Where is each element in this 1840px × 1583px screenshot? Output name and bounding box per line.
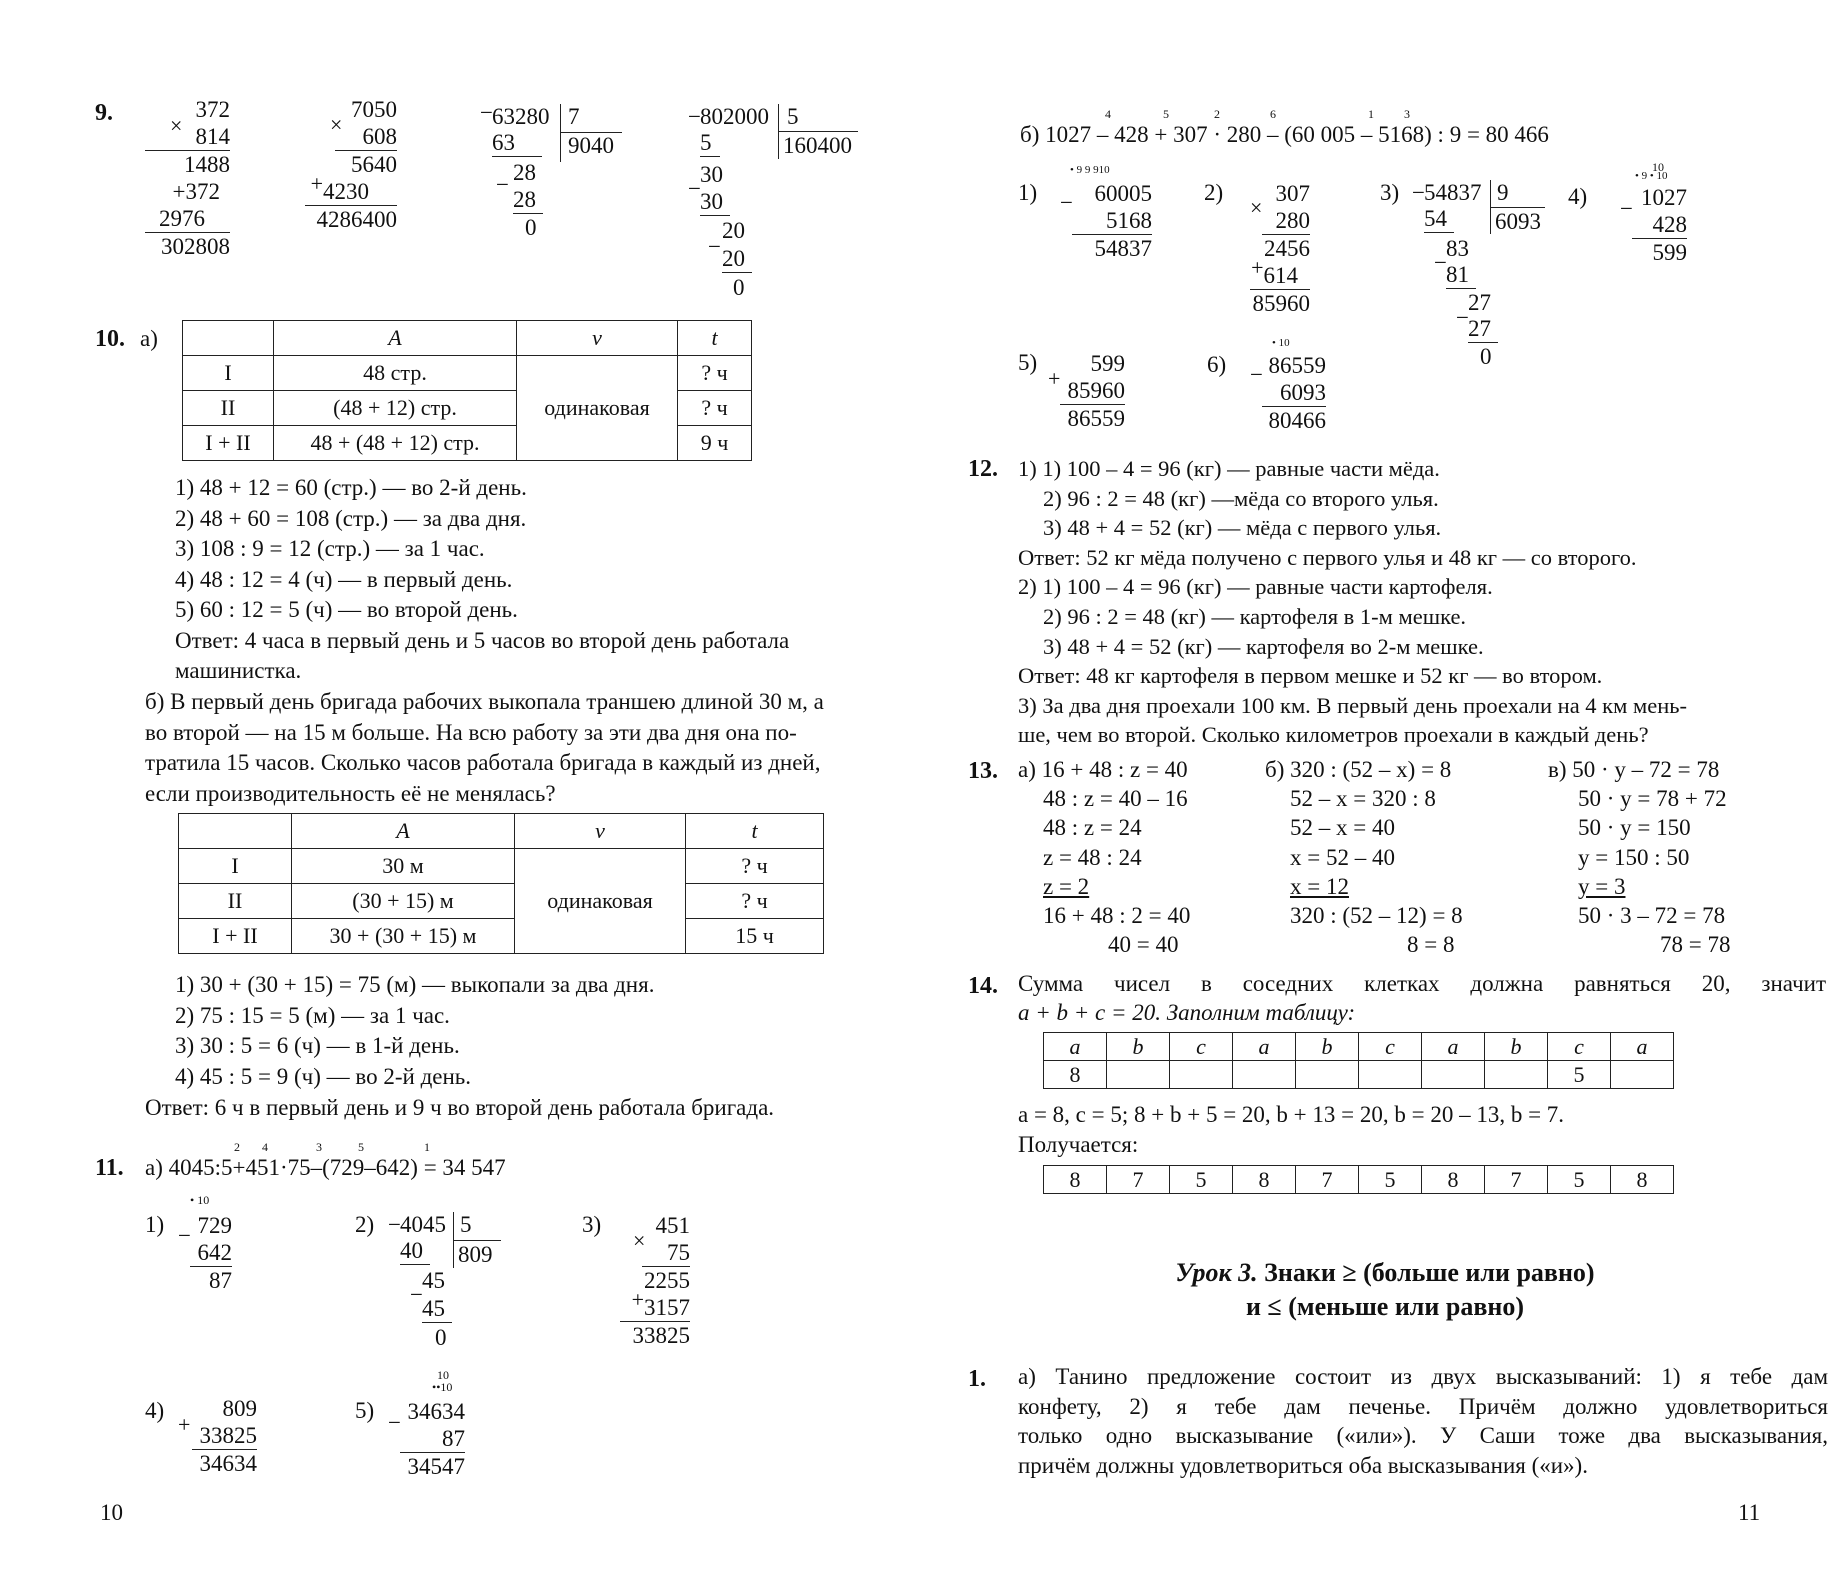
plus-sign: +	[310, 171, 323, 196]
multiply-sign: ×	[330, 112, 343, 137]
table-header-row: A v t	[183, 321, 752, 356]
answer: Ответ: 6 ч в первый день и 9 ч во второй день работала бригада.	[145, 1095, 775, 1120]
borrow-marks: • 10	[1272, 337, 1290, 349]
subtrahend-2: 28	[513, 187, 543, 214]
table-row: I 30 м одинаковая ? ч	[179, 849, 824, 884]
subtrahend-1: 63	[492, 130, 542, 157]
subtrahend-1: 5	[700, 130, 720, 157]
table-row: 8 5	[1044, 1061, 1674, 1089]
divisor: 5	[460, 1212, 472, 1237]
partial-1: 1488	[184, 152, 230, 177]
minus-sign: −	[708, 234, 721, 259]
task-13-part-c: в) 50 · y – 72 = 78 50 · y = 78 + 72 50 · y = 150 y = 150 : 50 y = 3 50 · 3 – 72 = 78 78 = 78	[1548, 757, 1731, 958]
task-10a-solution: 1) 48 + 12 = 60 (стр.) — во 2-й день. 2) 48 + 60 = 108 (стр.) — за два дня. 3) 108 : 9 = 12 (стр.) — за 1 час. 4) 48 : 12 = 4 (ч) — в первый день. 5) 60 : 12 = 5 (ч) — во второй день. Ответ: 4 часа в первый день и 5 часов во второй день работала машинистка.	[175, 475, 790, 683]
table-row: I 48 стр. одинаковая ? ч	[183, 356, 752, 391]
borrow-marks: • 9 9 910	[1070, 164, 1110, 176]
page-number: 11	[1738, 1500, 1761, 1525]
dividend: 63280	[492, 104, 550, 129]
table-row: I + II 48 + (48 + 12) стр. 9 ч	[183, 426, 752, 461]
divisor: 5	[787, 104, 799, 129]
task-1-label: 1.	[968, 1366, 986, 1392]
factor-1: 7050	[351, 97, 397, 122]
answer: Ответ: 52 кг мёда получено с первого улья и 48 кг — со второго.	[1018, 544, 1637, 570]
partial-1: 5640	[351, 152, 397, 177]
borrow-marks: 10	[437, 1368, 449, 1382]
dividend: 54837	[1424, 180, 1482, 205]
quotient: 6093	[1495, 209, 1541, 234]
answer: Ответ: 48 кг картофеля в первом мешке и 52 кг — во втором.	[1018, 663, 1603, 689]
quotient: 809	[458, 1242, 493, 1267]
remainder-1: 30	[700, 162, 723, 187]
task-14-table	[1043, 1032, 1674, 1089]
task-12-label: 12.	[968, 456, 998, 482]
borrow-marks: 10	[1652, 160, 1664, 174]
task-10b-solution: 1) 30 + (30 + 15) = 75 (м) — выкопали за два дня. 2) 75 : 15 = 5 (м) — за 1 час. 3) 30 : 5 = 6 (ч) — в 1-й день. 4) 45 : 5 = 9 (ч) — во 2-й день.	[175, 972, 655, 1089]
borrow-marks: ••10	[432, 1380, 453, 1394]
factor-2: 814	[145, 123, 230, 151]
task-10-label: 10.	[95, 326, 125, 352]
table-row: I + II 30 + (30 + 15) м 15 ч	[179, 919, 824, 954]
plus-sign: +	[172, 179, 186, 204]
minus-sign: −	[480, 100, 493, 125]
table-row: 8 7 5 8 7 5 8 7 5 8	[1044, 1166, 1674, 1194]
table-header-row: A v t	[179, 814, 824, 849]
factor-1: 372	[195, 97, 230, 122]
task-9-label: 9.	[95, 100, 113, 126]
divisor: 7	[568, 104, 580, 129]
factor-2: 608	[335, 123, 397, 151]
task-11b-expression: б) 1027 – 428 + 307 · 280 – (60 005 – 5168) : 9 = 80 466	[1020, 122, 1549, 147]
partial-2: 372	[185, 179, 220, 204]
task-11-label: 11.	[95, 1155, 124, 1181]
remainder-1: 28	[513, 160, 536, 185]
task-13-part-a: а) 16 + 48 : z = 40 48 : z = 40 – 16 48 : z = 24 z = 48 : 24 z = 2 16 + 48 : 2 = 40 40 = 40	[1018, 757, 1191, 958]
page-number: 10	[100, 1500, 123, 1525]
task-14-result-table	[1043, 1165, 1674, 1194]
quotient: 160400	[783, 133, 852, 158]
dividend: 802000	[700, 104, 769, 129]
task-10-part-a: а)	[140, 326, 158, 351]
task-10b-statement: б) В первый день бригада рабочих выкопала траншею длиной 30 м, а во второй — на 15 м больше. На всю работу за эти два дня она по- тратила 15 часов. Сколько часов работала бригада в каждый из дней, если производительность её не менялась?	[145, 689, 824, 806]
answer: Ответ: 4 часа в первый день и 5 часов во второй день работала	[175, 627, 790, 653]
product: 302808	[161, 234, 230, 259]
task-12-solution: 1) 1) 100 – 4 = 96 (кг) — равные части мёда. 2) 96 : 2 = 48 (кг) —мёда со второго улья. 3) 48 + 4 = 52 (кг) — мёда с первого улья. Ответ: 52 кг мёда получено с первого улья и 48 кг — со второго. 2) 1) 100 – 4 = 96 (кг) — равные части картофеля. 2) 96 : 2 = 48 (кг) — картофеля в 1-м мешке. 3) 48 + 4 = 52 (кг) — картофеля во 2-м мешке. Ответ: 48 кг картофеля в первом мешке и 52 кг — во втором. 3) За два дня проехали 100 км. В первый день проехали на 4 км мень- ше, чем во второй. Сколько километров проехали в каждый день?	[1018, 454, 1828, 750]
subtrahend-3: 20	[722, 246, 752, 273]
task-13-part-b: б) 320 : (52 – x) = 8 52 – x = 320 : 8 52 – x = 40 x = 52 – 40 x = 12 320 : (52 – 12) = 8 8 = 8	[1265, 757, 1463, 958]
dividend: 4045	[400, 1212, 446, 1237]
table-row: II (48 + 12) стр. ? ч	[183, 391, 752, 426]
partial-2: 4230	[323, 179, 369, 204]
minus-sign: −	[688, 104, 701, 129]
product: 4286400	[316, 207, 397, 232]
right-page: 4 5 2 6 1 3 б) 1027 – 428 + 307 · 280 – (60 005 – 5168) : 9 = 80 466 1) • 9 9 910 − 60005 5168 54837 2) × 307 280 2456 +614 85960 3) − 54837 9 6093 54 83 − 81 27 − 27 0 4) 10 • 9 • 10 − 1027 428 599 5) + 599 85960 86559 6) • 10 − 86559 6093 80466 12. 1) 1) 100 – 4 = 96 (кг) — равные части мёда. 2) 96 : 2 = 48 (кг) —мёда со второго улья. 3) 48 + 4 = 52 (кг) — мёда с первого улья. Ответ: 52 кг мёда получено с первого улья и 48 кг — со второго. 2) 1) 100 – 4 = 96 (кг) — равные части картофеля. 2) 96 : 2 = 48 (кг) — картофеля в 1-м мешке. 3) 48 + 4 = 52 (кг) — картофеля во 2-м мешке. Ответ: 48 кг картофеля в первом мешке и 52 кг — во втором. 3) За два дня проехали 100 км. В первый день проехали на 4 км мень- ше, чем во второй. Сколько километров проехали в каждый день? 13. а) 16 + 48 : z = 40 48 : z = 40 – 16 48 : z = 24 z = 48 : 24 z = 2 16 + 48 : 2 = 40 40 = 40 б) 320 : (52 – x) = 8 52 – x = 320 : 8 52 – x = 40 x = 52 – 40 x = 12 320 : (52 – 12) = 8 8 = 8 в) 50 · y – 72 = 78 50 · y = 78 + 72 50 · y = 150 y = 150 : 50 y = 3 50 · 3 – 72 = 78 78 = 78 14. Сумма чисел в соседних клетках должна равняться 20, значит a + b + c = 20. Заполним таблицу: a b c a b c a b c a 8 5 a = 8, c = 5; 8 + b + 5 = 20, b + 13 = 20, b = 20 – 13, b = 7. Получается: 8 7 5 8 7 5 8 7 5 8 Урок 3. Знаки ≥ (больше или равно) и ≤ (меньше или равно) 1. а) Танино предложение состоит из двух высказываний: 1) я тебе дам конфету, 2) я тебе дам печенье. Причём должно удовлетвориться только одно высказывание («или»). У Саши тоже два высказывания, причём должны удовлетвориться оба высказывания («и»). 11	[968, 107, 1828, 1525]
minus-sign: −	[496, 172, 509, 197]
task-13-label: 13.	[968, 758, 998, 784]
left-page: 9. × 372 814 1488 +372 2976 302808 × 7050 608 5640 +4230 4286400 − 63280 7 9040 63 28 − 28 0 − 802000 5 160400 5 30 − 30 20 − 20 0 10. а) A v t I 48 стр. одинаковая ? ч II (48 + 12) стр. ? ч I + II 48 + (48 + 12) стр. 9 ч 1) 48 + 12 = 60 (стр.) — во 2-й день. 2) 48 + 60 = 108 (стр.) — за два дня. 3) 108 : 9 = 12 (стр.) — за 1 час. 4) 48 : 12 = 4 (ч) — в первый день. 5) 60 : 12 = 5 (ч) — во второй день. Ответ: 4 часа в первый день и 5 часов во второй день работала машинистка. б) В первый день бригада рабочих выкопала траншею длиной 30 м, а во второй — на 15 м больше. На всю работу за эти два дня она по- тратила 15 часов. Сколько часов работала бригада в каждый из дней, если производительность её не менялась? A v t I 30 м одинаковая ? ч II (30 + 15) м ? ч I + II 30 + (30 + 15) м 15 ч 1) 30 + (30 + 15) = 75 (м) — выкопали за два дня. 2) 75 : 15 = 5 (м) — за 1 час. 3) 30 : 5 = 6 (ч) — в 1-й день. 4) 45 : 5 = 9 (ч) — во 2-й день. Ответ: 6 ч в первый день и 9 ч во второй день работала бригада. 11. 2 4 3 5 1 а) 4045:5+451·75–(729–642) = 34 547 1) • 10 − 729 642 87 2) − 4045 5 809 40 45 − 45 0 3) × 451 75 2255 +3157 33825 4) + 809 33825 34634 5) 10 ••10 − 34634 87 34547 10	[0, 0, 960, 1583]
partial-3: 2976	[145, 205, 230, 233]
task-1-text: а) Танино предложение состоит из двух высказываний: 1) я тебе дам конфету, 2) я тебе дам печенье. Причём должно удовлетвориться только одно высказывание («или»). У Саши тоже два высказывания, причём должны удовлетвориться оба высказывания («и»).	[1018, 1364, 1828, 1478]
borrow-marks: • 9 • 10	[1635, 170, 1668, 182]
lesson-title: Урок 3. Знаки ≥ (больше или равно) и ≤ (меньше или равно)	[1175, 1258, 1595, 1321]
subtrahend-2: 30	[700, 189, 730, 216]
task-10-table-a	[182, 320, 752, 461]
multiply-sign: ×	[170, 113, 183, 138]
minus-sign: −	[688, 176, 701, 201]
table-row: II (30 + 15) м ? ч	[179, 884, 824, 919]
borrow-marks: • 10	[190, 1193, 210, 1207]
remainder-3: 0	[733, 275, 745, 300]
quotient: 9040	[568, 133, 614, 158]
remainder-2: 20	[722, 218, 745, 243]
task-14-label: 14.	[968, 973, 998, 999]
task-11a-expression: а) 4045:5+451·75–(729–642) = 34 547	[145, 1155, 506, 1180]
divisor: 9	[1497, 180, 1509, 205]
remainder-2: 0	[525, 215, 537, 240]
task-10-table-b	[178, 813, 824, 954]
table-header-row: a b c a b c a b c a	[1044, 1033, 1674, 1061]
